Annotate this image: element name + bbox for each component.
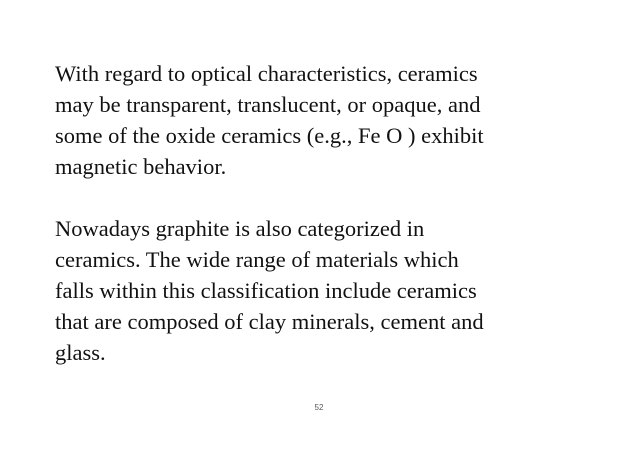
text-line: Nowadays graphite is also categorized in <box>55 216 425 241</box>
text-line: glass. <box>55 340 106 365</box>
page-number: 52 <box>314 403 324 412</box>
text-line: falls within this classification include ceramics <box>55 278 477 303</box>
paragraph-graphite-classification <box>55 213 615 368</box>
text-line: magnetic behavior. <box>55 154 227 179</box>
paragraph-optical-magnetic <box>55 58 615 182</box>
text-line: some of the oxide ceramics (e.g., Fe O ) exhibit <box>55 123 484 148</box>
text-line: that are composed of clay minerals, cement and <box>55 309 484 334</box>
text-line: ceramics. The wide range of materials which <box>55 247 459 272</box>
text-line: With regard to optical characteristics, ceramics <box>55 61 478 86</box>
slide-body <box>55 58 615 368</box>
paragraph-spacer <box>55 182 615 213</box>
text-line: may be transparent, translucent, or opaque, and <box>55 92 481 117</box>
